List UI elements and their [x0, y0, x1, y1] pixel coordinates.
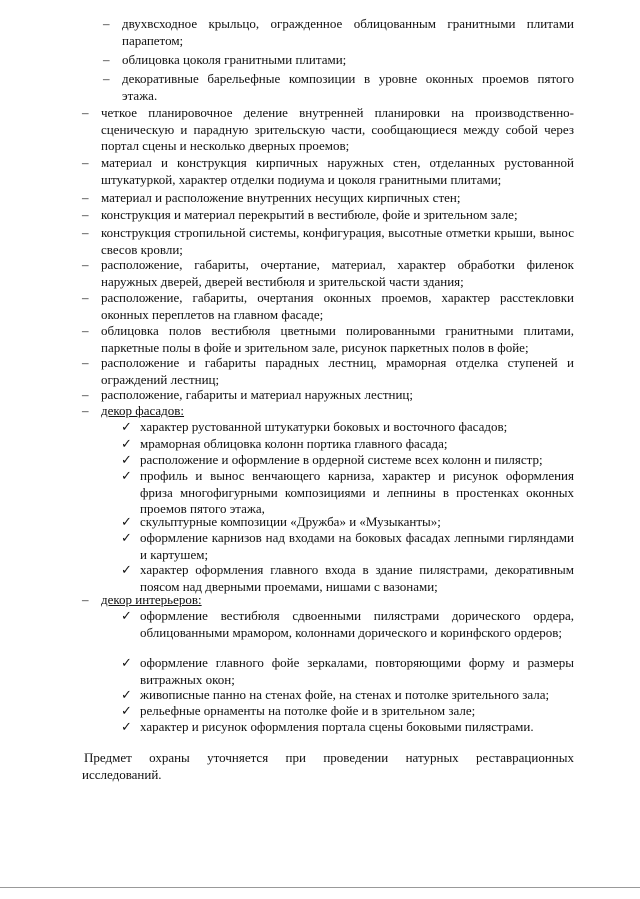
checkmark-icon: ✓ — [121, 562, 132, 577]
checklist-item: ✓ рельефные орнаменты на потолке фойе и в зрительном зале; — [121, 703, 476, 718]
dash-marker: – — [82, 155, 89, 170]
checklist-item: ✓ живописные панно на стенах фойе, на стенах и потолке зрительного зала; — [121, 687, 550, 702]
checkmark-icon: ✓ — [121, 687, 132, 702]
checkmark-icon: ✓ — [121, 530, 132, 545]
dash-marker: – — [82, 387, 89, 402]
dash-marker: – — [82, 257, 89, 272]
checklist-item: ✓ оформление главного фойе зеркалами, повторяющими форму и размеры витражных окон; — [121, 655, 574, 687]
checklist-item: ✓ оформление вестибюля сдвоенными пилястрами дорического ордера, облицованными мрамором, колоннами дорического и коринфского ордеров; — [121, 608, 574, 640]
checklist-item: ✓ характер и рисунок оформления портала сцены боковыми пилястрами. — [121, 719, 534, 734]
checklist-item: ✓ характер оформления главного входа в здание пилястрами, декоративным поясом над дверными проемами, нишами с вазонами; — [121, 562, 574, 594]
dash-marker: – — [82, 592, 89, 607]
dash-marker: – — [103, 52, 110, 67]
checklist-item: ✓ характер рустованной штукатурки боковых и восточного фасадов; — [121, 419, 508, 434]
dash-marker: – — [103, 16, 110, 31]
list-item: – расположение и габариты парадных лестниц, мраморная отделка ступеней и ограждений лестниц; — [82, 355, 574, 387]
list-item: – материал и конструкция кирпичных наружных стен, отделанных рустованной штукатуркой, характер отделки подиума и цоколя гранитными плитами; — [82, 155, 574, 187]
dash-marker: – — [82, 105, 89, 120]
list-item: – двухвсходное крыльцо, огражденное облицованным гранитными плитами парапетом; — [103, 16, 574, 48]
dash-marker: – — [82, 403, 89, 418]
list-item: – декоративные барельефные композиции в уровне оконных проемов пятого этажа. — [103, 71, 574, 103]
list-item: – расположение, габариты, очертание, материал, характер обработки филенок наружных дверей, дверей вестибюля и зрительской части здания; — [82, 257, 574, 289]
checkmark-icon: ✓ — [121, 703, 132, 718]
list-item: – материал и расположение внутренних несущих кирпичных стен; — [82, 190, 461, 205]
checkmark-icon: ✓ — [121, 608, 132, 623]
checklist-item: ✓ профиль и вынос венчающего карниза, характер и рисунок оформления фриза многофигурными композициями и лепнины в простенках оконных проемов пятого этажа, — [121, 468, 574, 516]
checkmark-icon: ✓ — [121, 452, 132, 467]
dash-marker: – — [82, 190, 89, 205]
checkmark-icon: ✓ — [121, 419, 132, 434]
page-bottom-rule — [0, 887, 640, 888]
checkmark-icon: ✓ — [121, 514, 132, 529]
list-item: – расположение, габариты и материал наружных лестниц; — [82, 387, 413, 402]
checklist-item: ✓ расположение и оформление в ордерной системе всех колонн и пилястр; — [121, 452, 543, 467]
checkmark-icon: ✓ — [121, 719, 132, 734]
dash-marker: – — [82, 323, 89, 338]
closing-line-2: исследований. — [82, 766, 162, 782]
list-item: – облицовка полов вестибюля цветными полированными гранитными плитами, паркетные полы в фойе и зрительном зале, рисунок паркетных полов в фойе; — [82, 323, 574, 355]
closing-line-1: Предмет охраны уточняется при проведении натурных реставрационных — [84, 750, 574, 765]
closing-paragraph — [82, 750, 574, 783]
section-heading-facade: – декор фасадов: — [82, 403, 185, 418]
list-item: – расположение, габариты, очертания оконных проемов, характер расстекловки оконных переплетов на главном фасаде; — [82, 290, 574, 322]
section-heading-interior: – декор интерьеров: — [82, 592, 202, 607]
checkmark-icon: ✓ — [121, 436, 132, 451]
list-item: – конструкция стропильной системы, конфигурация, высотные отметки крыши, вынос свесов кровли; — [82, 225, 574, 257]
list-item: – конструкция и материал перекрытий в вестибюле, фойе и зрительном зале; — [82, 207, 518, 222]
list-item: – четкое планировочное деление внутренней планировки на производственно-сценическую и парадную зрительскую части, сообщающиеся между собой через портал сцены и несколько дверных проемов; — [82, 105, 574, 153]
checklist-item: ✓ скульптурные композиции «Дружба» и «Музыканты»; — [121, 514, 441, 529]
dash-marker: – — [82, 355, 89, 370]
list-item: – облицовка цоколя гранитными плитами; — [103, 52, 347, 67]
checkmark-icon: ✓ — [121, 655, 132, 670]
checklist-item: ✓ оформление карнизов над входами на боковых фасадах лепными гирляндами и картушем; — [121, 530, 574, 562]
checkmark-icon: ✓ — [121, 468, 132, 483]
dash-marker: – — [82, 225, 89, 240]
dash-marker: – — [82, 207, 89, 222]
dash-marker: – — [82, 290, 89, 305]
dash-marker: – — [103, 71, 110, 86]
checklist-item: ✓ мраморная облицовка колонн портика главного фасада; — [121, 436, 448, 451]
